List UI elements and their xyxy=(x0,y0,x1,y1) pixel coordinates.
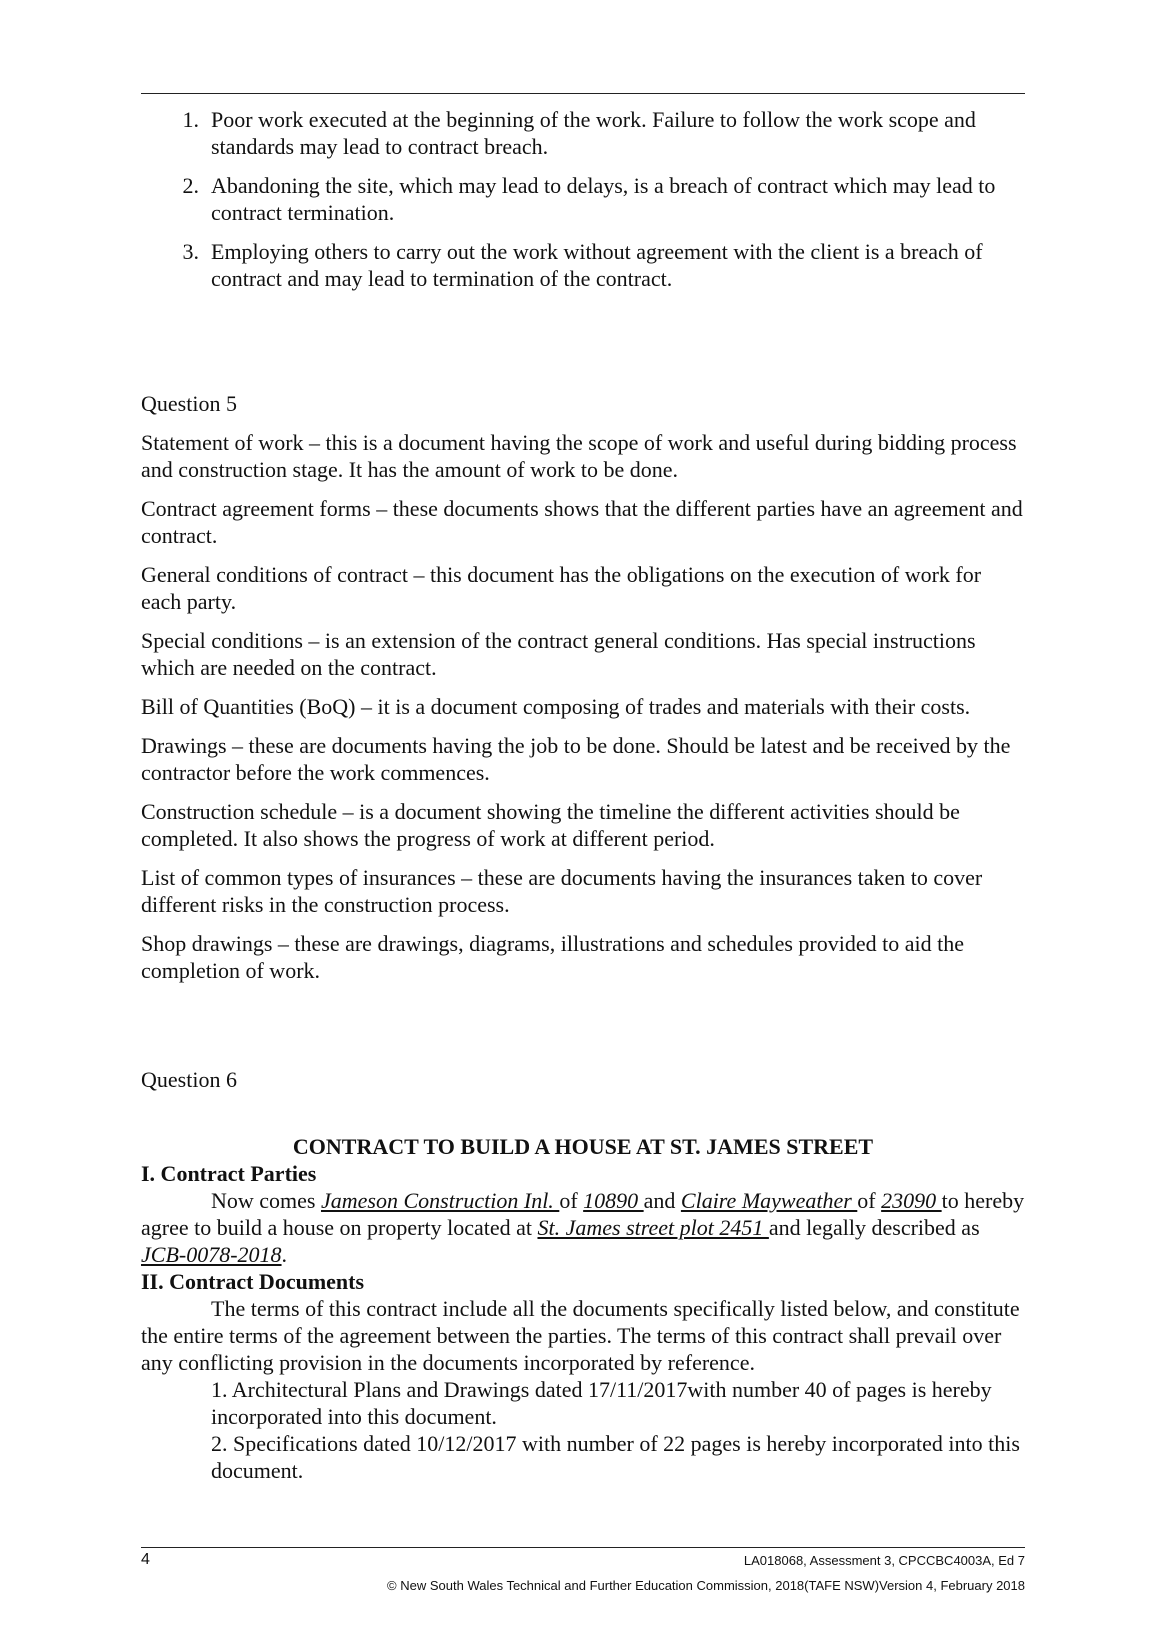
list-text: Poor work executed at the beginning of the work. Failure to follow the work scope and standards may lead to contract breach. xyxy=(211,107,976,159)
section-heading: I. Contract Parties xyxy=(141,1161,317,1186)
documents-paragraph: The terms of this contract include all the documents specifically listed below, and constitute the entire terms of the agreement between the parties. The terms of this contract shall prevail over any conflicting provision in the documents incorporated by reference. xyxy=(141,1296,1020,1375)
contractor-name: Jameson Construction Inl. xyxy=(320,1188,560,1213)
paragraph: General conditions of contract – this document has the obligations on the execution of work for each party. xyxy=(141,562,982,614)
list-text: Employing others to carry out the work without agreement with the client is a breach of contract and may lead to termination of the contract. xyxy=(211,239,983,291)
contract-section xyxy=(141,1133,1025,1484)
contract-document-item: 2. Specifications dated 10/12/2017 with number of 22 pages is hereby incorporated into this document. xyxy=(211,1431,1020,1483)
list-item xyxy=(141,106,1025,160)
question-6-label: Question 6 xyxy=(141,1067,237,1092)
client-number: 23090 xyxy=(881,1188,942,1213)
contract-title: CONTRACT TO BUILD A HOUSE AT ST. JAMES STREET xyxy=(292,1134,874,1159)
list-number: 1. xyxy=(182,107,199,132)
footer-reference: LA018068, Assessment 3, CPCCBC4003A, Ed 7 xyxy=(743,1553,1025,1568)
footer-rule xyxy=(141,1547,1025,1548)
legal-reference: JCB-0078-2018 xyxy=(141,1242,282,1267)
page-number: 4 xyxy=(141,1551,150,1568)
paragraph: List of common types of insurances – these are documents having the insurances taken to cover different risks in the construction process. xyxy=(141,865,983,917)
question-5-section xyxy=(141,390,1025,996)
footer-copyright: © New South Wales Technical and Further Education Commission, 2018(TAFE NSW)Version 4, February 2018 xyxy=(387,1578,1025,1593)
client-name: Claire Mayweather xyxy=(680,1188,858,1213)
paragraph: Statement of work – this is a document having the scope of work and useful during bidding process and construction stage. It has the amount of work to be done. xyxy=(141,430,1017,482)
list-number: 2. xyxy=(182,173,199,198)
header-rule xyxy=(141,93,1025,94)
paragraph: Special conditions – is an extension of the contract general conditions. Has special instructions which are needed on the contract. xyxy=(141,628,976,680)
paragraph: Bill of Quantities (BoQ) – it is a document composing of trades and materials with their costs. xyxy=(141,694,971,719)
paragraph: Construction schedule – is a document showing the timeline the different activities should be completed. It also shows the progress of work at different period. xyxy=(141,799,960,851)
list-item xyxy=(141,238,1025,292)
question-5-label: Question 5 xyxy=(141,391,237,416)
list-number: 3. xyxy=(182,239,199,264)
breach-list xyxy=(141,106,1025,304)
contract-document-item: 1. Architectural Plans and Drawings dated 17/11/2017with number 40 of pages is hereby incorporated into this document. xyxy=(211,1377,992,1429)
contractor-number: 10890 xyxy=(583,1188,644,1213)
property-location: St. James street plot 2451 xyxy=(537,1215,769,1240)
paragraph: Drawings – these are documents having the job to be done. Should be latest and be received by the contractor before the work commences. xyxy=(141,733,1011,785)
paragraph: Shop drawings – these are drawings, diagrams, illustrations and schedules provided to aid the completion of work. xyxy=(141,931,964,983)
paragraph: Contract agreement forms – these documents shows that the different parties have an agreement and contract. xyxy=(141,496,1023,548)
parties-paragraph: Now comes Jameson Construction Inl. of 10890 and Claire Mayweather of 23090 to hereby agree to build a house on property located at St. James street plot 2451 and legally described as JCB-0078-2018. xyxy=(141,1188,1025,1267)
list-item xyxy=(141,172,1025,226)
list-text: Abandoning the site, which may lead to delays, is a breach of contract which may lead to contract termination. xyxy=(211,173,996,225)
section-heading: II. Contract Documents xyxy=(141,1269,365,1294)
